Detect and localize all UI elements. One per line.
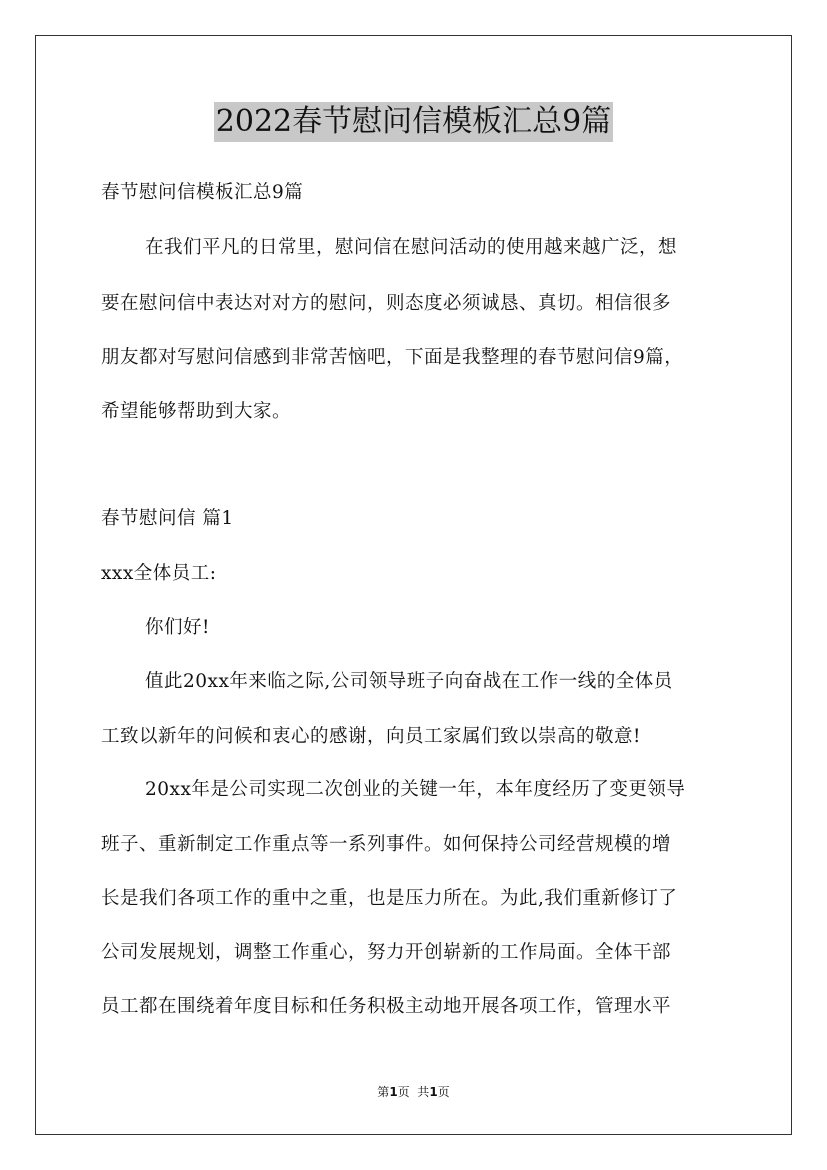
page-footer (0, 1084, 827, 1100)
intro-line-3: 朋友都对写慰问信感到非常苦恼吧，下面是我整理的春节慰问信9篇， (101, 347, 684, 368)
document-subtitle: 春节慰问信模板汇总9篇 (101, 182, 304, 203)
footer-page-current: 1 (389, 1085, 398, 1099)
footer-prefix: 第 (377, 1085, 390, 1099)
greeting: 你们好! (145, 617, 210, 638)
intro-line-4: 希望能够帮助到大家。 (101, 401, 292, 422)
footer-page-total: 1 (429, 1085, 438, 1099)
footer-mid: 页 共 (397, 1085, 430, 1099)
para2-line-1: 20xx年是公司实现二次创业的关键一年，本年度经历了变更领导 (145, 779, 686, 800)
intro-line-1: 在我们平凡的日常里，慰问信在慰问活动的使用越来越广泛，想 (145, 237, 678, 258)
para2-line-5: 员工都在围绕着年度目标和任务积极主动地开展各项工作，管理水平 (101, 996, 672, 1017)
salutation: xxx全体员工: (101, 563, 217, 584)
para1-line-2: 工致以新年的问候和衷心的感谢，向员工家属们致以崇高的敬意! (101, 726, 641, 747)
document-title: 2022春节慰问信模板汇总9篇 (214, 102, 613, 142)
title-container (0, 102, 827, 142)
section-heading: 春节慰问信 篇1 (101, 508, 234, 529)
para2-line-4: 公司发展规划，调整工作重心，努力开创崭新的工作局面。全体干部 (101, 942, 672, 963)
intro-line-2: 要在慰问信中表达对对方的慰问，则态度必须诚恳、真切。相信很多 (101, 293, 672, 314)
footer-suffix: 页 (437, 1085, 450, 1099)
para2-line-3: 长是我们各项工作的重中之重，也是压力所在。为此,我们重新修订了 (101, 888, 678, 909)
para1-line-1: 值此20xx年来临之际,公司领导班子向奋战在工作一线的全体员 (145, 671, 673, 692)
para2-line-2: 班子、重新制定工作重点等一系列事件。如何保持公司经营规模的增 (101, 834, 672, 855)
